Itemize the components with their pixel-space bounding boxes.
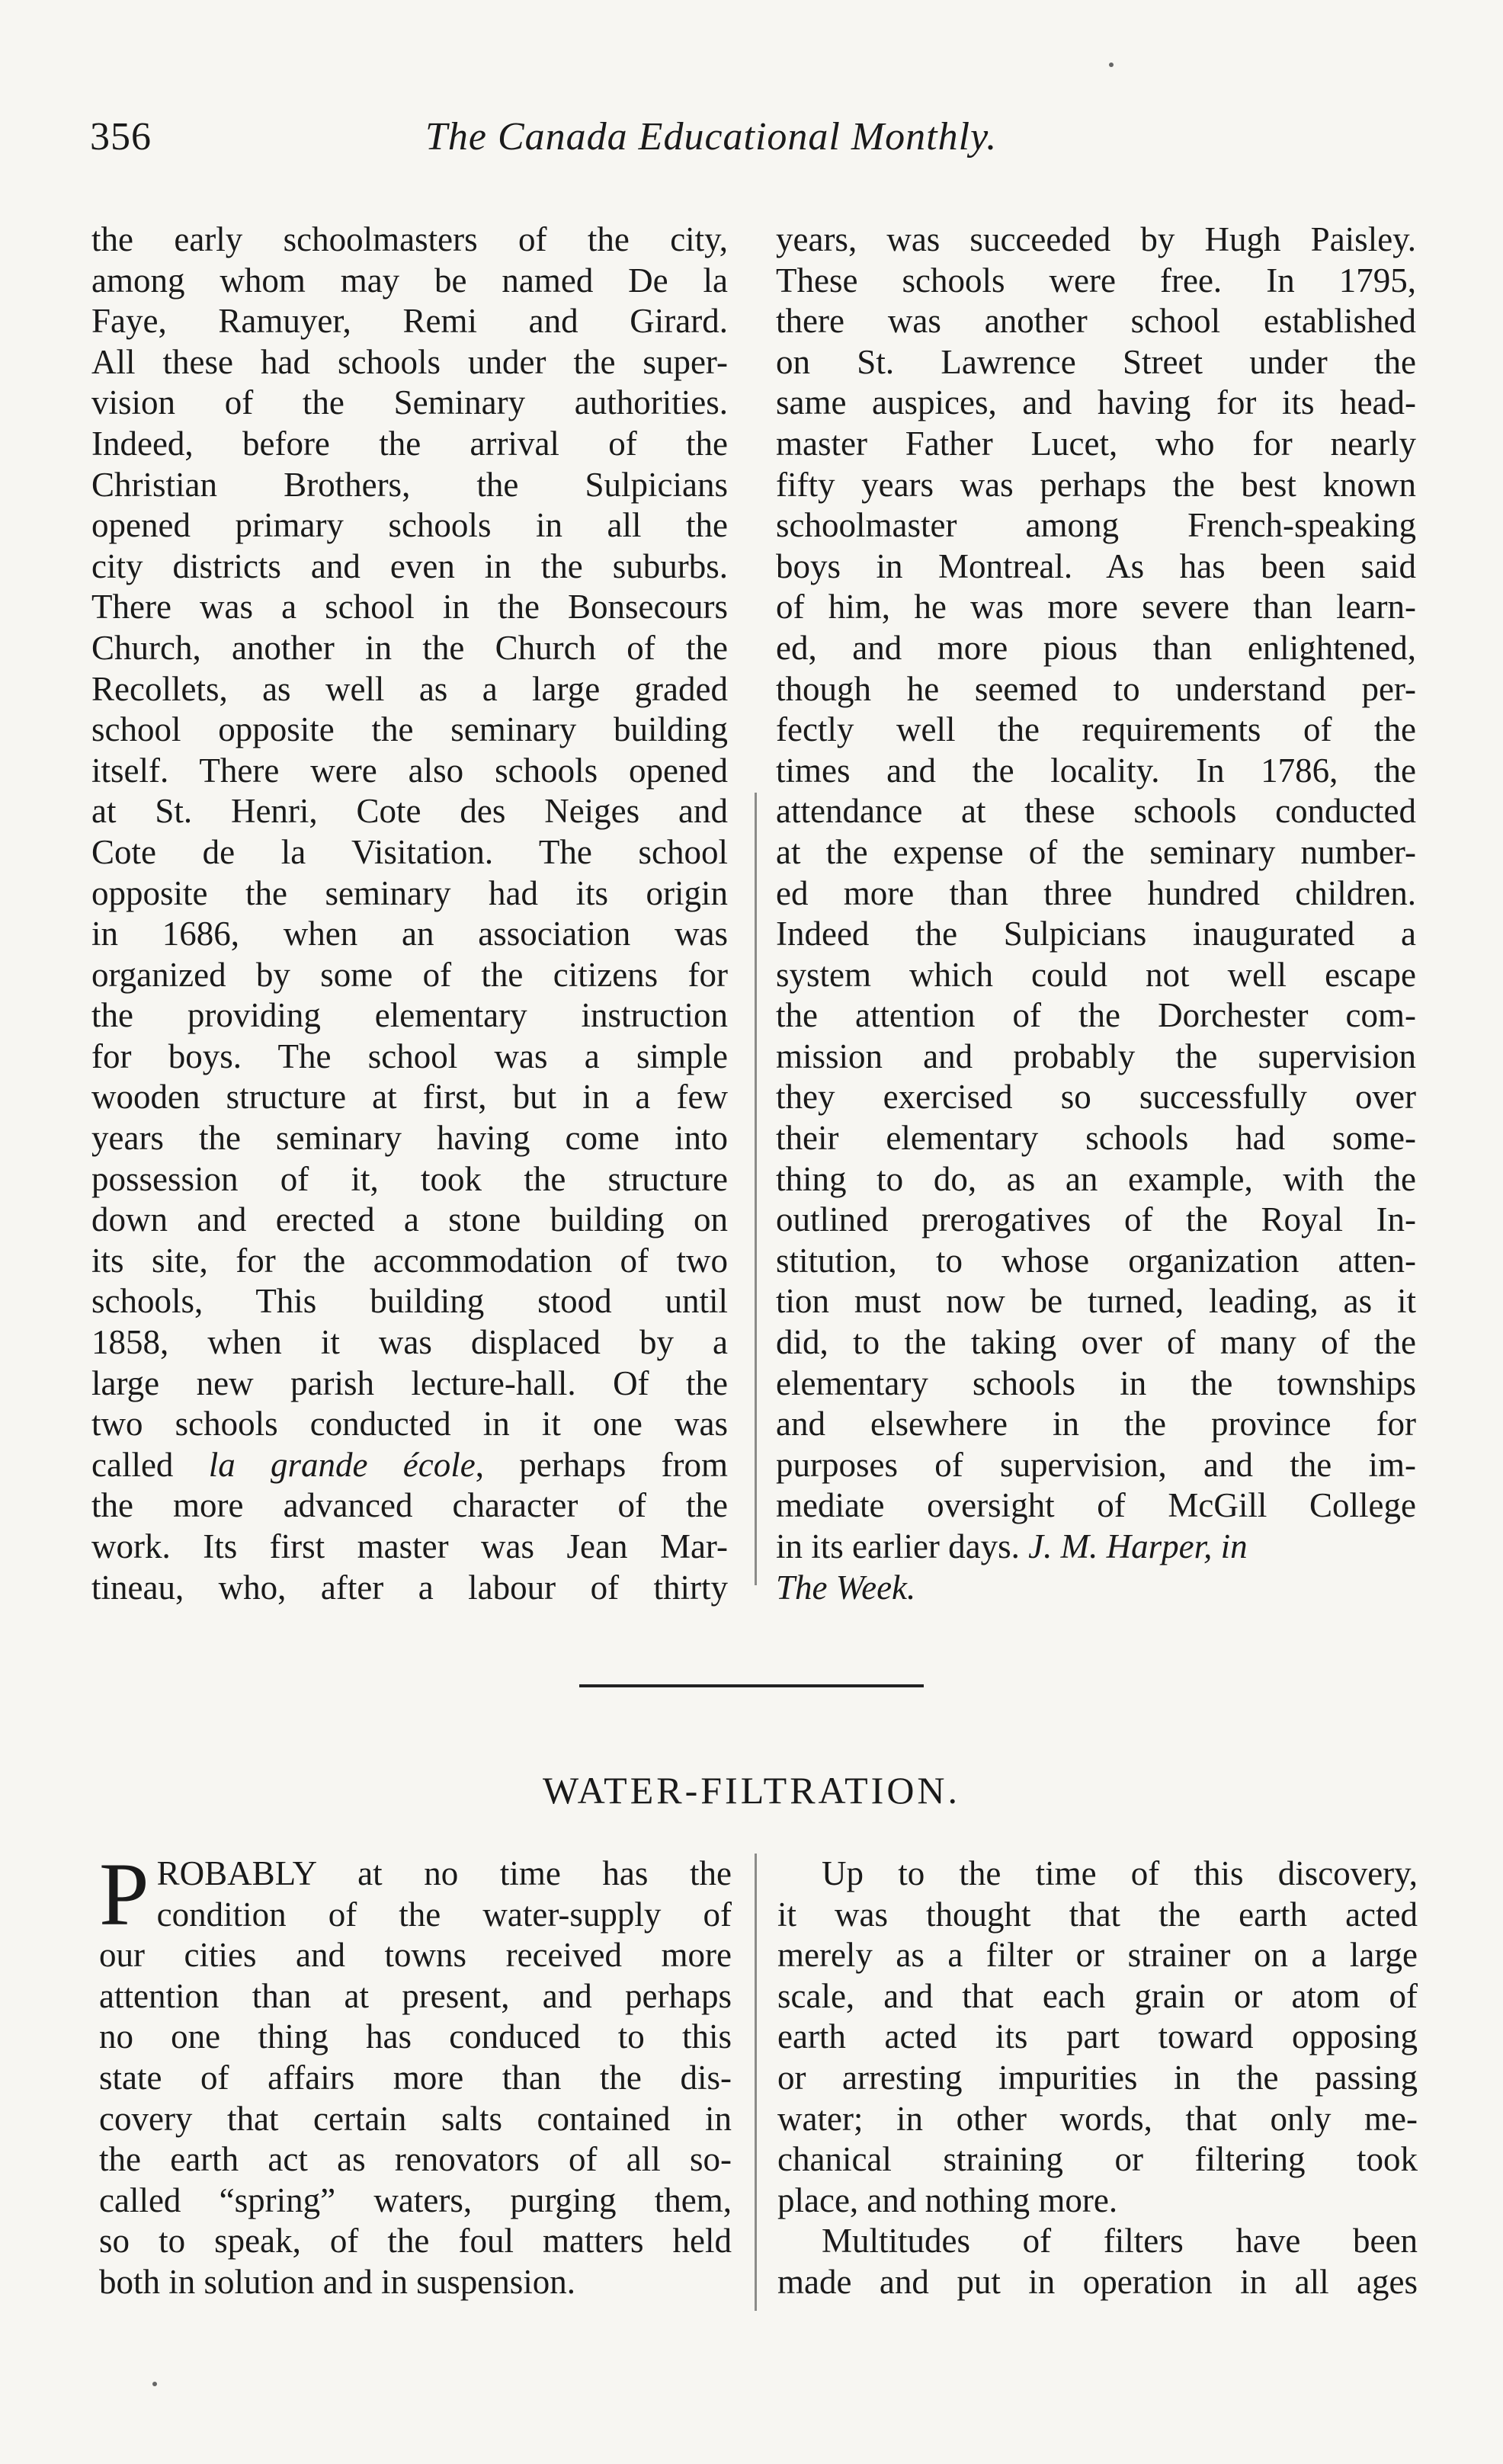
text-line: fectly well the requirements of the [776, 710, 1416, 749]
text-line: city districts and even in the suburbs. [91, 546, 728, 585]
text-line: boys in Montreal. As has been said [776, 546, 1416, 585]
text-line: Faye, Ramuyer, Remi and Girard. [91, 302, 728, 341]
text-line: no one thing has conduced to this [99, 2017, 732, 2056]
text-line: on St. Lawrence Street under the [776, 342, 1416, 381]
text-line: condition of the water-supply of [156, 1895, 732, 1934]
text-line: the providing elementary instruction [91, 996, 728, 1035]
text-line: in 1686, when an association was [91, 915, 728, 953]
text-line: the attention of the Dorchester com- [776, 996, 1416, 1035]
text-line: it was thought that the earth acted [777, 1895, 1418, 1934]
article1-left-column [91, 219, 728, 1608]
text-line: times and the locality. In 1786, the [776, 751, 1416, 790]
text-line: possession of it, took the structure [91, 1159, 728, 1198]
text-line: organized by some of the citizens for [91, 955, 728, 994]
text-line: at the expense of the seminary number- [776, 832, 1416, 871]
journal-title: The Canada Educational Monthly. [425, 115, 998, 159]
text-line: ROBABLY at no time has the [156, 1854, 732, 1892]
text-line: Indeed the Sulpicians inaugurated a [776, 915, 1416, 953]
byline-source: The Week. [776, 1568, 916, 1607]
text-line: covery that certain salts contained in [99, 2099, 732, 2138]
text-line: our cities and towns received more [99, 1936, 732, 1975]
text-line: the more advanced character of the [91, 1486, 728, 1525]
text-line: vision of the Seminary authorities. [91, 383, 728, 422]
text-line: though he seemed to understand per- [776, 669, 1416, 708]
text-line: school opposite the seminary building [91, 710, 728, 749]
text-line: Multitudes of filters have been [822, 2222, 1418, 2261]
text-line: years, was succeeded by Hugh Paisley. [776, 220, 1416, 258]
text-line: ed, and more pious than enlightened, [776, 628, 1416, 667]
text-line: large new parish lecture-hall. Of the [91, 1363, 728, 1402]
text-line: among whom may be named De la [91, 261, 728, 300]
page-number: 356 [90, 115, 152, 159]
text-line: made and put in operation in all ages [777, 2262, 1418, 2301]
column-divider [755, 1854, 757, 2311]
text-line: Christian Brothers, the Sulpicians [91, 465, 728, 504]
text-line: opposite the seminary had its origin [91, 873, 728, 912]
text-line: mediate oversight of McGill College [776, 1486, 1416, 1525]
article1-right-column [776, 219, 1416, 1608]
text-line: opened primary schools in all the [91, 506, 728, 545]
text-line: the earth act as renovators of all so- [99, 2140, 732, 2179]
drop-cap: P [99, 1844, 149, 1944]
text-line: earth acted its part toward opposing [777, 2017, 1418, 2056]
text-line: the early schoolmasters of the city, [91, 220, 728, 258]
text-line: Recollets, as well as a large graded [91, 669, 728, 708]
text-line: wooden structure at first, but in a few [91, 1078, 728, 1117]
text-line: 1858, when it was displaced by a [91, 1323, 728, 1362]
byline: J. M. Harper, in [1019, 1527, 1248, 1565]
text-line: their elementary schools had some- [776, 1119, 1416, 1158]
text-line: for boys. The school was a simple [91, 1037, 728, 1075]
text-line: tineau, who, after a labour of thirty [91, 1568, 728, 1607]
text-line: of him, he was more severe than learn- [776, 588, 1416, 626]
text-line: purposes of supervision, and the im- [776, 1445, 1416, 1484]
text-line: its site, for the accommodation of two [91, 1241, 728, 1280]
text-line: attention than at present, and perhaps [99, 1976, 732, 2015]
text-line: both in solution and in suspension. [99, 2262, 576, 2301]
text-line: did, to the taking over of many of the [776, 1323, 1416, 1362]
text-line: years the seminary having come into [91, 1119, 728, 1158]
text-line: merely as a filter or strainer on a large [777, 1936, 1418, 1975]
text-line: schools, This building stood until [91, 1282, 728, 1321]
text-line: ed more than three hundred children. [776, 873, 1416, 912]
text-line: stitution, to whose organization atten- [776, 1241, 1416, 1280]
text-line: water; in other words, that only me- [777, 2099, 1418, 2138]
text-line: in its earlier days. J. M. Harper, in [776, 1527, 1248, 1565]
text-line: work. Its first master was Jean Mar- [91, 1527, 728, 1565]
text-line: place, and nothing more. [777, 2180, 1118, 2219]
column-divider [755, 793, 757, 1585]
text-line: or arresting impurities in the passing [777, 2058, 1418, 2097]
text-line: These schools were free. In 1795, [776, 261, 1416, 300]
text-line: mission and probably the supervision [776, 1037, 1416, 1075]
text-line: and elsewhere in the province for [776, 1405, 1416, 1443]
text-line: Up to the time of this discovery, [822, 1854, 1418, 1892]
text-line: they exercised so successfully over [776, 1078, 1416, 1117]
text-line: state of affairs more than the dis- [99, 2058, 732, 2097]
speck-mark [1109, 62, 1114, 67]
article2-right-column [777, 1854, 1418, 2303]
text-line: at St. Henri, Cote des Neiges and [91, 792, 728, 831]
article2-left-column [99, 1844, 732, 2303]
section-rule [579, 1684, 924, 1687]
text-line: so to speak, of the foul matters held [99, 2222, 732, 2261]
text-line: two schools conducted in it one was [91, 1405, 728, 1443]
text-line: All these had schools under the super- [91, 342, 728, 381]
text-line: master Father Lucet, who for nearly [776, 424, 1416, 463]
text-line: thing to do, as an example, with the [776, 1159, 1416, 1198]
text-line: called la grande école, perhaps from [91, 1445, 728, 1484]
text-line: called “spring” waters, purging them, [99, 2180, 732, 2219]
text-line: attendance at these schools conducted [776, 792, 1416, 831]
text-line: there was another school established [776, 302, 1416, 341]
text-line: outlined prerogatives of the Royal In- [776, 1200, 1416, 1239]
text-line: Indeed, before the arrival of the [91, 424, 728, 463]
text-line: elementary schools in the townships [776, 1363, 1416, 1402]
text-line: tion must now be turned, leading, as it [776, 1282, 1416, 1321]
text-line: Church, another in the Church of the [91, 628, 728, 667]
text-line: schoolmaster among French-speaking [776, 506, 1416, 545]
section-title: WATER-FILTRATION. [542, 1769, 961, 1812]
text-line: same auspices, and having for its head- [776, 383, 1416, 422]
text-line: There was a school in the Bonsecours [91, 588, 728, 626]
text-line: fifty years was perhaps the best known [776, 465, 1416, 504]
text-line: system which could not well escape [776, 955, 1416, 994]
text-line: itself. There were also schools opened [91, 751, 728, 790]
text-line: Cote de la Visitation. The school [91, 832, 728, 871]
speck-mark [152, 2382, 157, 2386]
text-line: chanical straining or filtering took [777, 2140, 1418, 2179]
text-line: scale, and that each grain or atom of [777, 1976, 1418, 2015]
running-head [90, 114, 1416, 175]
text-line: down and erected a stone building on [91, 1200, 728, 1239]
